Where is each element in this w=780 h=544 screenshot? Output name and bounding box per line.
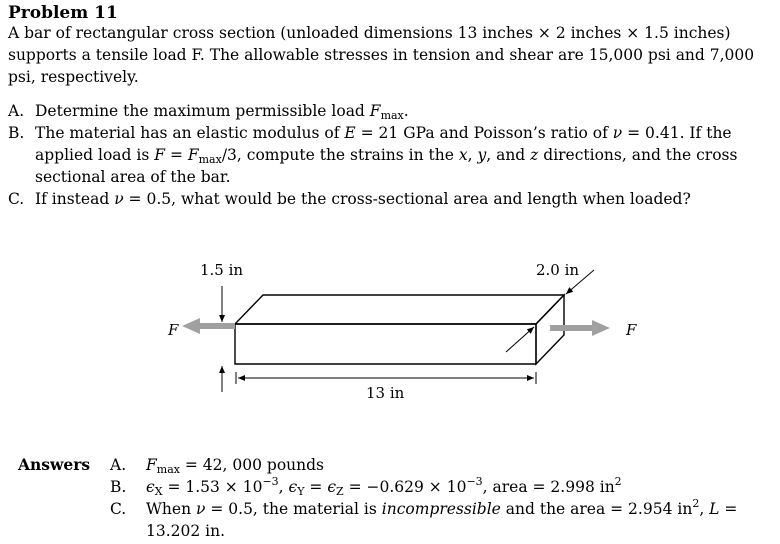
question-a bbox=[8, 100, 778, 122]
question-text: The material has an elastic modulus of E = 21 GPa and Poisson’s ratio of ν = 0.41. If the applied load is $F = F_{max}/3$, compute the strains in the x, y, and z directions, and the cross sectional area of the bar. bbox=[35, 124, 738, 186]
width-label: 2.0 in bbox=[536, 261, 580, 279]
question-label: B. bbox=[8, 124, 25, 142]
question-list bbox=[8, 100, 778, 210]
problem-statement: A bar of rectangular cross section (unloaded dimensions 13 inches × 2 inches × 1.5 inches) supports a tensile load F. The allowable stresses in tension and shear are 15,000 psi and 7,000 psi, respectively. bbox=[8, 24, 755, 86]
question-c bbox=[8, 188, 778, 210]
answer-label: A. bbox=[110, 456, 127, 474]
answer-text: $\epsilon_X = 1.53 \times 10^{-3}$, $\epsilon_Y = \epsilon_Z = -0.629 \times 10^{-3}$, area = 2.998 $in^2$ bbox=[146, 475, 622, 498]
answer-label: C. bbox=[110, 500, 127, 518]
answer-label: B. bbox=[110, 478, 127, 496]
left-force-arrow bbox=[182, 318, 235, 334]
answer-text: When ν = 0.5, the material is incompressible and the area = 2.954 $in^2$, L = 13.202 in. bbox=[146, 497, 738, 540]
thickness-label: 1.5 in bbox=[200, 261, 244, 279]
answers-section bbox=[18, 454, 778, 542]
question-label: A. bbox=[8, 102, 25, 120]
right-force-arrow bbox=[550, 320, 610, 336]
bar-box bbox=[235, 295, 564, 364]
answers-heading: Answers bbox=[18, 455, 91, 474]
problem-title: Problem 11 bbox=[8, 3, 118, 23]
answer-b bbox=[18, 476, 778, 498]
question-text: If instead ν = 0.5, what would be the cross-sectional area and length when loaded? bbox=[35, 190, 691, 208]
bar-figure bbox=[140, 248, 660, 408]
width-leader-line bbox=[580, 270, 594, 282]
width-arrow-top bbox=[566, 282, 580, 294]
force-label-left: F bbox=[168, 321, 179, 339]
answer-text: $F_{max} = 42$, 000 pounds bbox=[146, 456, 324, 476]
width-arrow-bottom bbox=[506, 327, 534, 352]
force-label-right: F bbox=[626, 321, 637, 339]
length-label: 13 in bbox=[366, 384, 405, 402]
question-b bbox=[8, 122, 778, 188]
question-text: Determine the maximum permissible load $F_{max}$. bbox=[35, 102, 409, 122]
question-label: C. bbox=[8, 190, 25, 208]
answer-a bbox=[18, 454, 778, 476]
answer-c bbox=[18, 498, 778, 542]
